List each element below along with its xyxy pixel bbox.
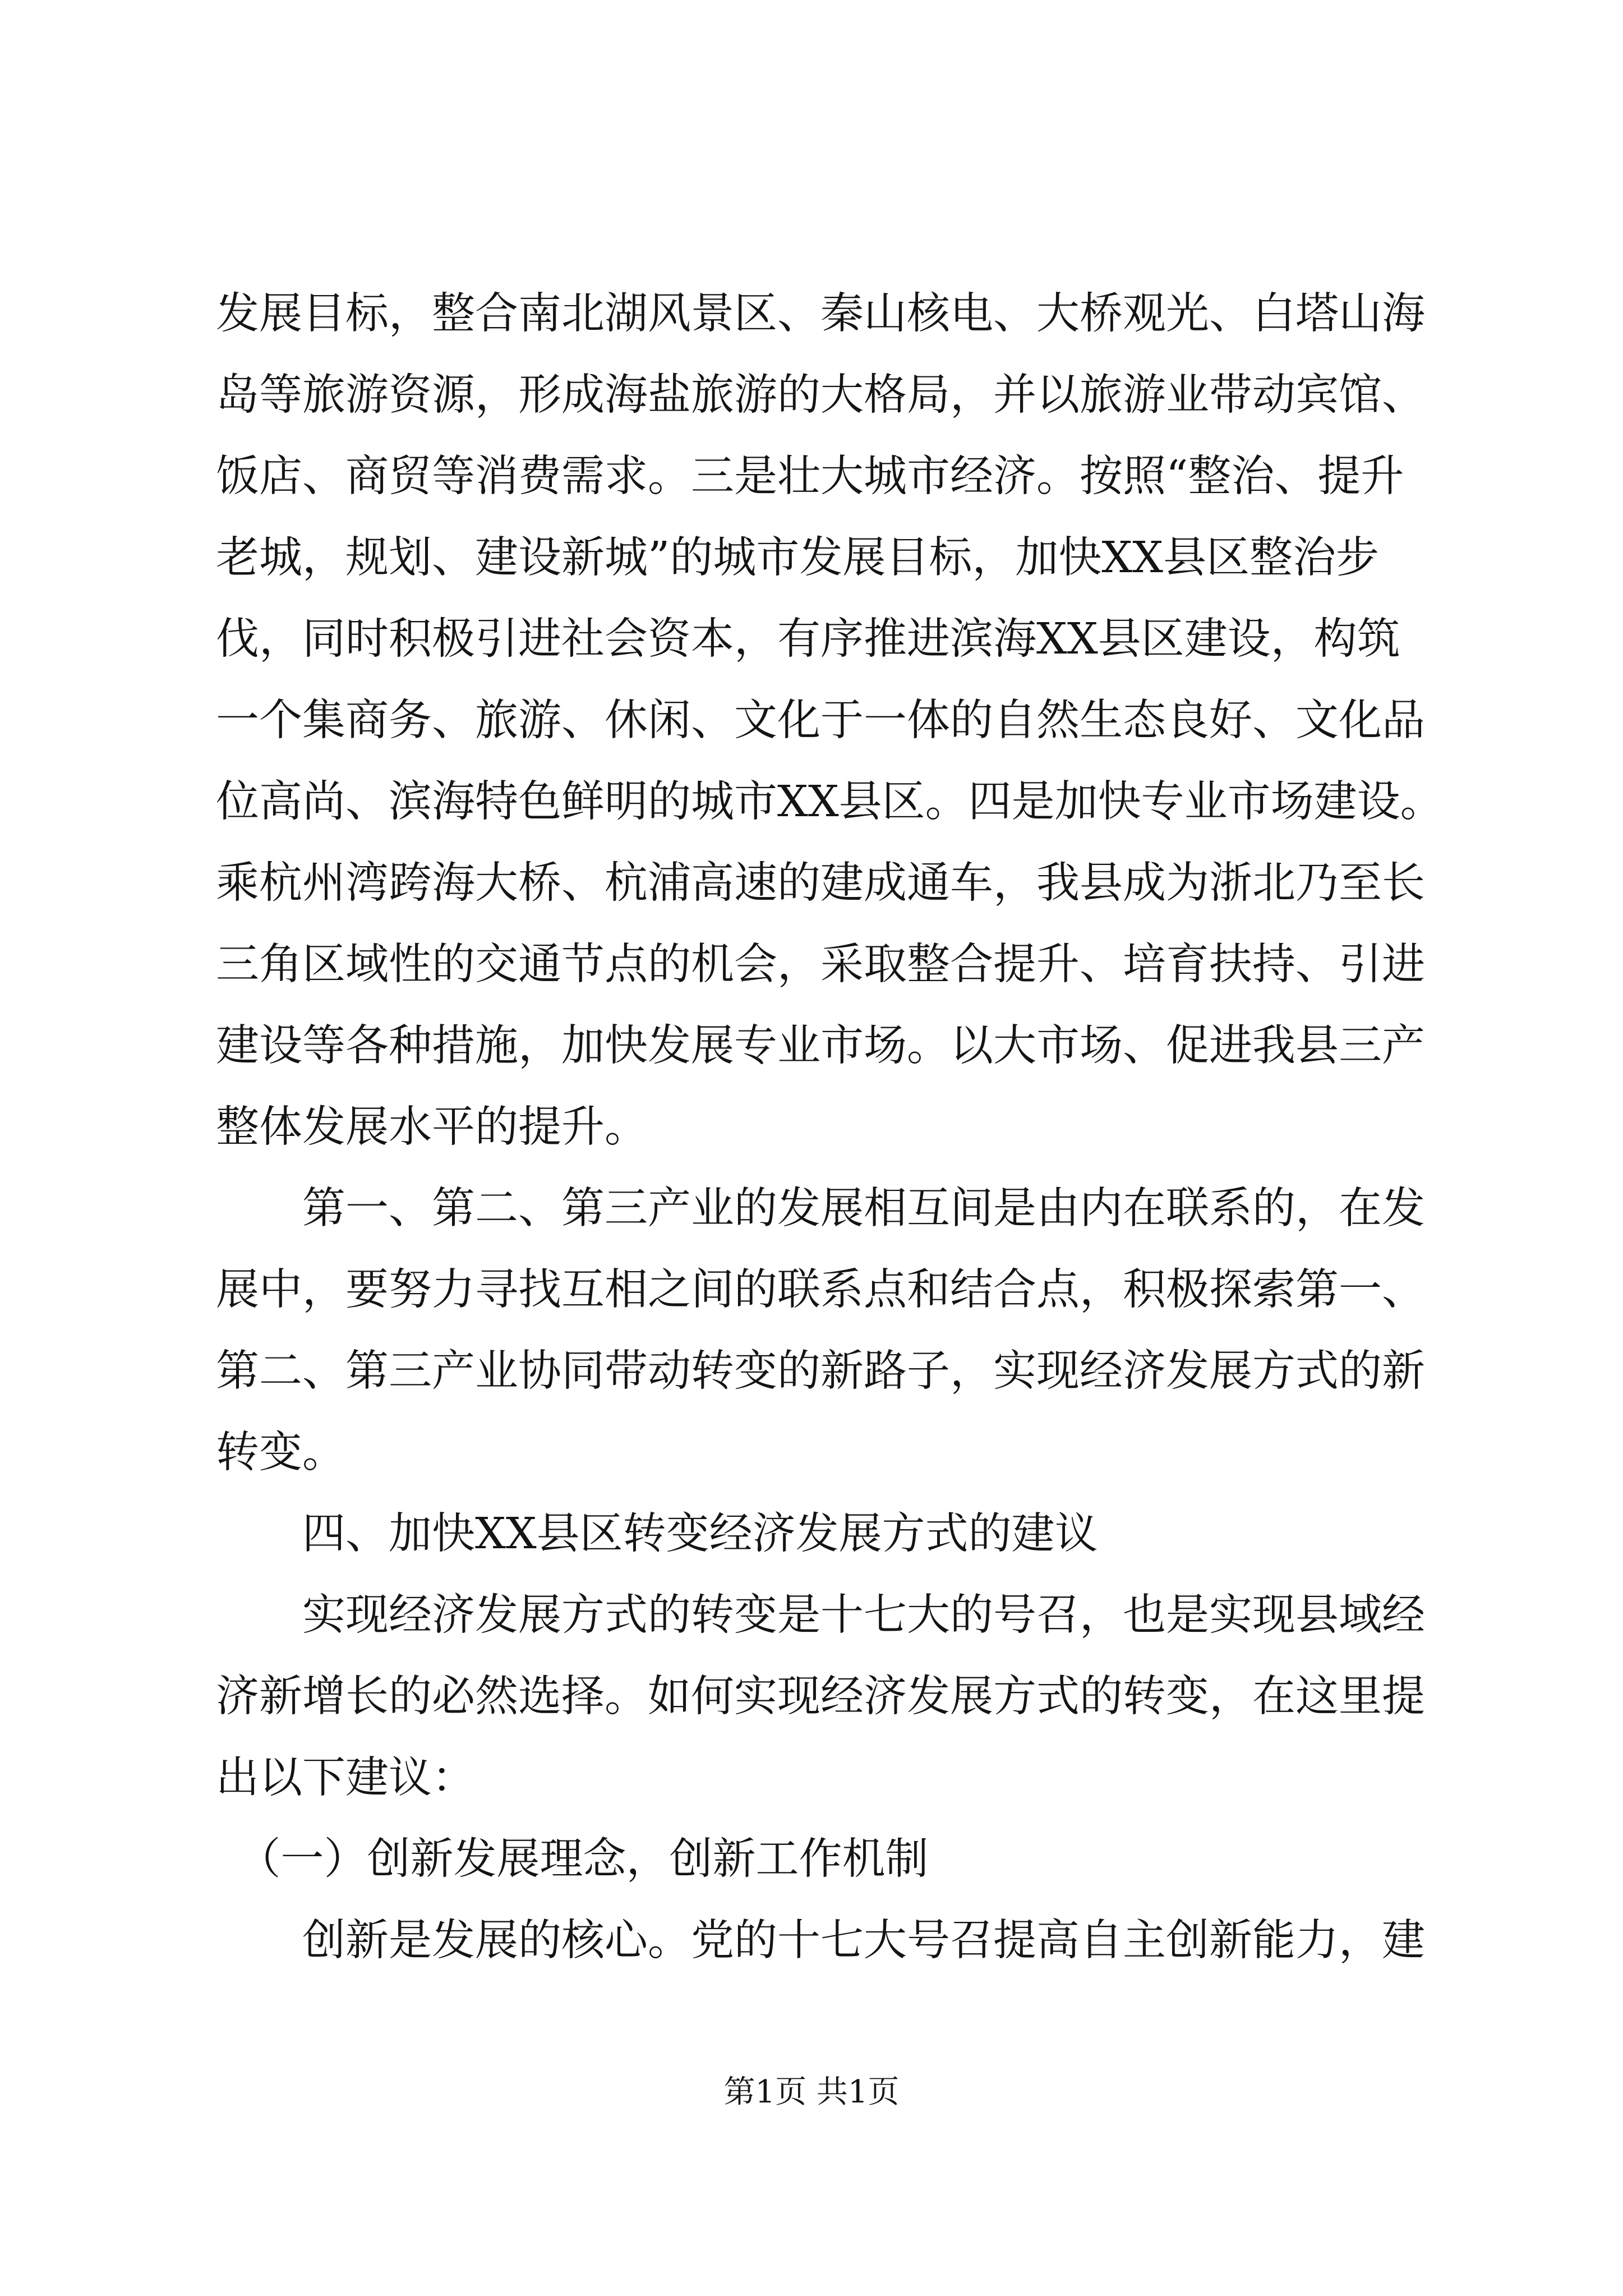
body-text-line: 展中，要努力寻找互相之间的联系点和结合点，积极探索第一、: [216, 1265, 1425, 1315]
body-text-line: 位高尚、滨海特色鲜明的城市XX县区。四是加快专业市场建设。: [216, 777, 1444, 827]
body-text-line: 岛等旅游资源，形成海盐旅游的大格局，并以旅游业带动宾馆、: [216, 370, 1425, 420]
body-text-line: 出以下建议：: [216, 1753, 475, 1803]
body-text-line: 转变。: [216, 1428, 345, 1478]
body-text-line: 老城，规划、建设新城”的城市发展目标，加快XX县区整治步: [216, 533, 1379, 583]
body-text-line: 三角区域性的交通节点的机会，采取整合提升、培育扶持、引进: [216, 940, 1425, 990]
body-text-line: 第二、第三产业协同带动转变的新路子，实现经济发展方式的新: [216, 1346, 1425, 1396]
body-text-line: 一个集商务、旅游、休闲、文化于一体的自然生态良好、文化品: [216, 696, 1425, 746]
subsection-heading: （一）创新发展理念，创新工作机制: [216, 1834, 929, 1884]
page-footer: 第1页 共1页: [723, 2074, 900, 2110]
body-text-line: 发展目标，整合南北湖风景区、秦山核电、大桥观光、白塔山海: [216, 289, 1425, 339]
body-text-line: 济新增长的必然选择。如何实现经济发展方式的转变，在这里提: [216, 1672, 1425, 1722]
body-text-line: 整体发展水平的提升。: [216, 1102, 648, 1152]
paragraph-start-line: 实现经济发展方式的转变是十七大的号召，也是实现县域经: [216, 1590, 1425, 1640]
body-text-line: 乘杭州湾跨海大桥、杭浦高速的建成通车，我县成为浙北乃至长: [216, 858, 1425, 908]
body-text-line: 饭店、商贸等消费需求。三是壮大城市经济。按照“整治、提升: [216, 452, 1404, 501]
body-text-line: 伐，同时积极引进社会资本，有序推进滨海XX县区建设，构筑: [216, 614, 1400, 664]
body-text-line: 建设等各种措施，加快发展专业市场。以大市场、促进我县三产: [216, 1021, 1425, 1071]
paragraph-start-line: 第一、第二、第三产业的发展相互间是由内在联系的，在发: [216, 1184, 1425, 1234]
section-heading: 四、加快XX县区转变经济发展方式的建议: [216, 1509, 1098, 1559]
paragraph-start-line: 创新是发展的核心。党的十七大号召提高自主创新能力，建: [216, 1916, 1425, 1966]
